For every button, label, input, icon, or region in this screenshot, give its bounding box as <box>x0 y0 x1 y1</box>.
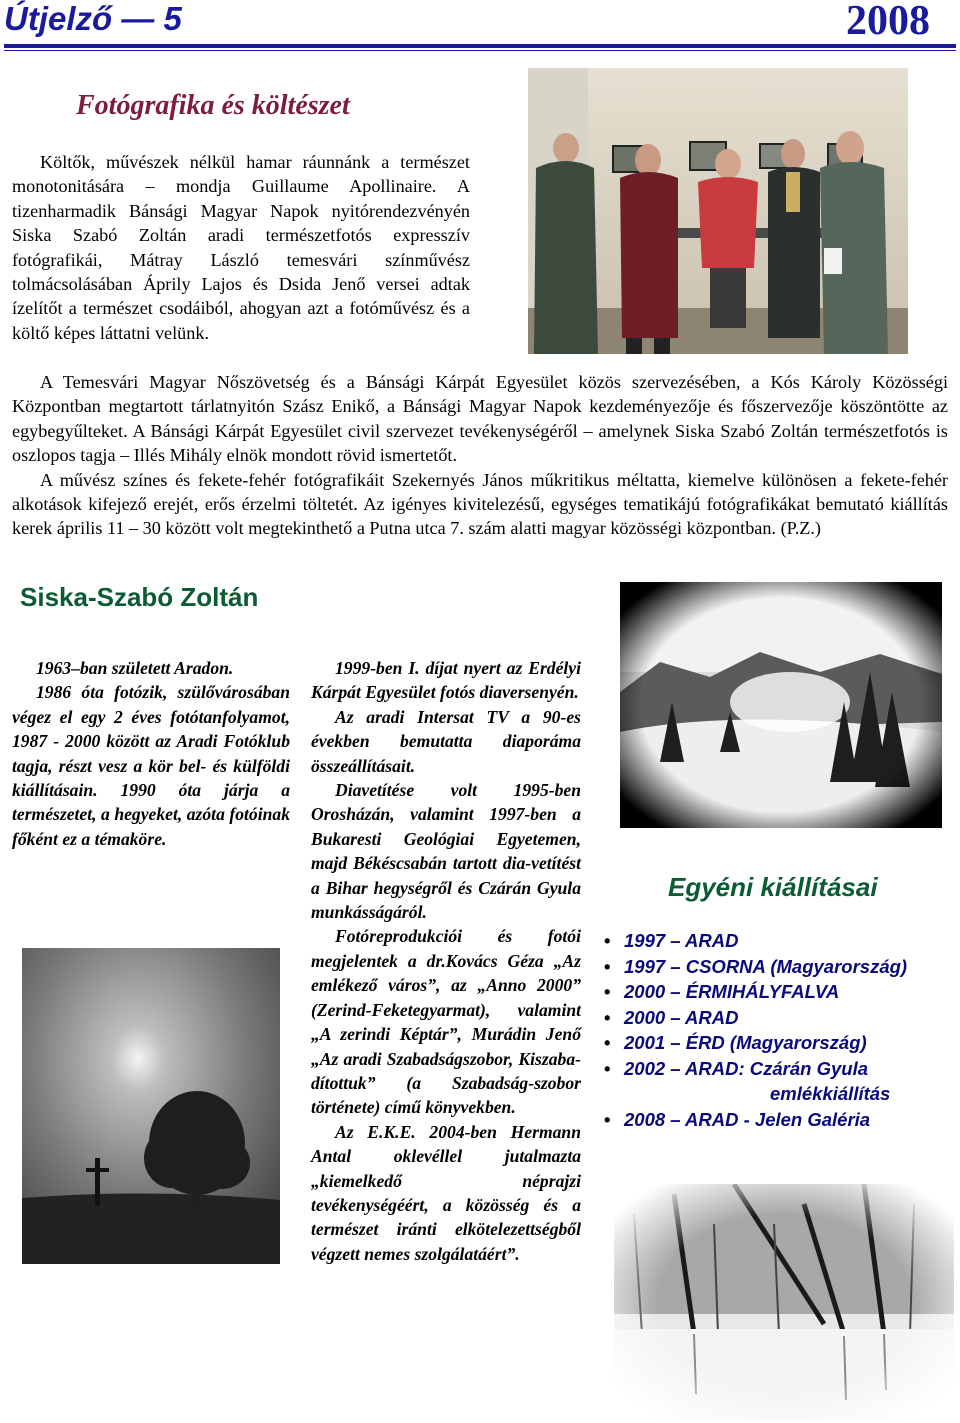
bio-paragraph: 1986 óta fotózik, szülővárosában végez el egy 2 éves fotótanfolyamot, 1987 - 2000 között az Aradi Fotóklub tagja, részt vesz a kör bel- és külföldi kiállításain. 1990 óta járja a természetet, a hegyeket, azóta fotóinak főként ez a témaköre. <box>12 682 290 849</box>
bio-paragraph: 1999-ben I. díjat nyert az Erdélyi Kárpát Egyesület fotós diaversenyén. <box>311 658 581 703</box>
winter-landscape-image <box>620 582 942 828</box>
list-item: • 2001 – ÉRD (Magyarország) <box>604 1030 954 1056</box>
list-item: • 2000 – ARAD <box>604 1005 954 1031</box>
intro-paragraph: Költők, művészek nélkül hamar ráunnánk a természet monotonitására – mondja Guillaume Apollinaire. A tizenharmadik Bánsági Magyar Napok nyitórendezvényén Siska Szabó Zoltán aradi természetfotós expresszív fotógrafikái, Mátray László temesvári színművész tolmácsolásában Áprily Lajos és Dsida Jenő versei adtak ízelítőt a természet csodáiból, ahogyan azt a fotóművész és a költő képes láttatni velünk. <box>12 152 470 343</box>
list-item-text: 2002 – ARAD: Czárán Gyula <box>624 1057 869 1079</box>
cross-and-tree-photo <box>22 948 280 1264</box>
list-item: • 1997 – ARAD <box>604 928 954 954</box>
list-item <box>604 1056 954 1107</box>
bio-column-left <box>12 656 290 851</box>
bio-column-right <box>311 656 581 1266</box>
list-item: • 2008 – ARAD - Jelen Galéria <box>604 1107 954 1133</box>
exhibitions-list <box>604 928 954 1132</box>
article-body <box>12 370 948 541</box>
list-item: • 2000 – ÉRMIHÁLYFALVA <box>604 979 954 1005</box>
bio-paragraph: Fotóreprodukciói és fotói megjelentek a dr.Kovács Géza „Az emlékező város”, az „Anno 2000” (Zerind-Feketegyarmat), valamint „A zerindi Képtár”, Murádin Jenő „Az aradi Szabadságszobor, Kiszaba-dítottuk” (a Szabadság-szobor története) című könyvekben. <box>311 926 581 1118</box>
header-rule-thin <box>4 50 956 51</box>
flooded-forest-photo <box>614 1184 954 1420</box>
exhibitions-heading: Egyéni kiállításai <box>668 872 878 902</box>
cross-and-tree-image <box>22 948 280 1264</box>
article-intro <box>12 150 470 345</box>
bio-paragraph: Az E.K.E. 2004-ben Hermann Antal oklevéllel jutalmazta „kiemelkedő néprajzi tevékenységéért, a közösség és a természet iránti elkötelezettségből végzett nemes szolgálatáért”. <box>311 1121 581 1264</box>
running-header-year: 2008 <box>846 0 930 44</box>
list-item-continuation: emlékkiállítás <box>770 1083 891 1104</box>
list-item: • 1997 – CSORNA (Magyarország) <box>604 954 954 980</box>
body-paragraph-2: A művész színes és fekete-fehér fotógrafikáit Szekernyés János műkritikus méltatta, kiemelve különösen a fekete-fehér alkotások kifejező erejét, erős érzelmi töltetét. Az igényes kivitelezésű, egységes tematikájú fotógrafikákat bemutató kiállítás kerek április 11 – 30 között volt megtekinthető a Putna utca 7. szám alatti magyar közösségi központban. (P.Z.) <box>12 469 948 539</box>
winter-landscape-photo <box>620 582 942 828</box>
header-rule <box>4 44 956 48</box>
exhibition-opening-photo <box>528 68 908 354</box>
bio-paragraph: 1963–ban született Aradon. <box>36 658 234 678</box>
article-title: Fotógrafika és költészet <box>76 90 350 121</box>
body-paragraph-1: A Temesvári Magyar Nőszövetség és a Bánsági Kárpát Egyesület közös szervezésében, a Kós Károly Közösségi Központban megtartott tárlatnyitón Szász Enikő, a Bánsági Magyar Napok kezdeményezője és főszervezője köszöntötte az egybegyűlteket. A Bánsági Kárpát Egyesület civil szervezet tevékenységéről – amelynek Siska Szabó Zoltán természetfotós is oszlopos tagja – Illés Mihály elnök mondott rövid ismertetőt. <box>12 372 948 466</box>
bio-paragraph: Az aradi Intersat TV a 90-es években bemutatta diaporáma összeállításait. <box>311 706 581 776</box>
author-heading: Siska-Szabó Zoltán <box>20 582 259 612</box>
running-header-title: Útjelző — 5 <box>4 0 182 37</box>
bio-paragraph: Diavetítése volt 1995-ben Orosházán, valamint 1997-ben a Bukaresti Geológiai Egyetemen, majd Békéscsabán tartott dia-vetítést a Bihar hegységről és Czárán Gyula munkásságáról. <box>311 780 581 923</box>
flooded-forest-image <box>614 1184 954 1420</box>
exhibition-opening-image <box>528 68 908 354</box>
